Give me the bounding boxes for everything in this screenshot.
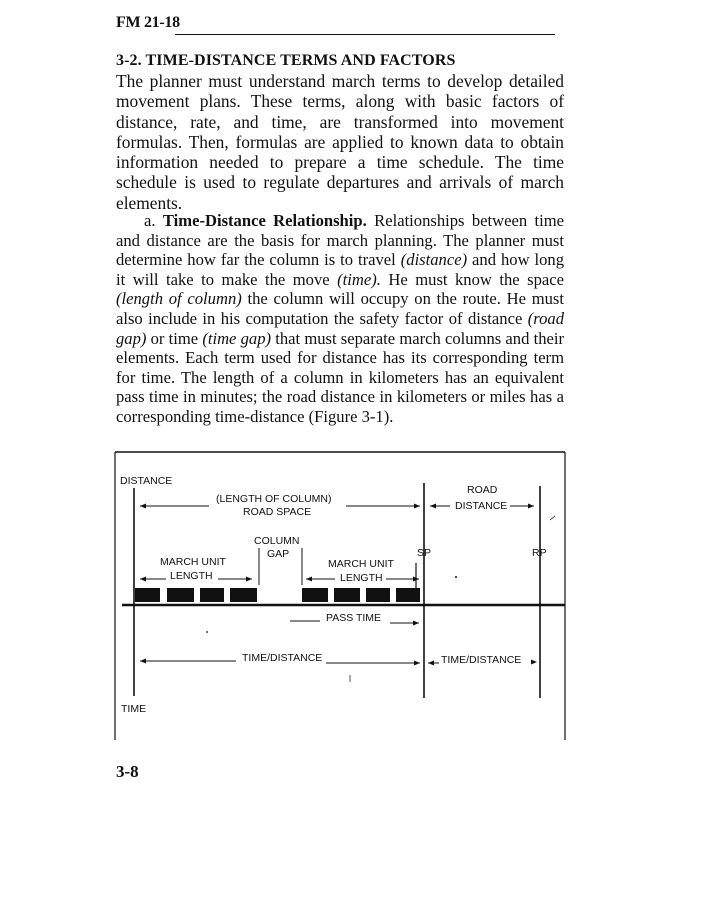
march-unit-length-label: LENGTH [340, 572, 383, 584]
road-distance-label: DISTANCE [455, 500, 508, 512]
header-rule [175, 34, 555, 35]
stray-mark [550, 516, 555, 520]
march-unit-label: MARCH UNIT [328, 558, 394, 570]
vehicle [334, 588, 360, 602]
section-heading: 3-2. TIME-DISTANCE TERMS AND FACTORS [116, 52, 456, 69]
term-road-gap: (road gap) [116, 308, 564, 348]
column-gap-label: GAP [267, 548, 290, 560]
paragraph-intro: The planner must understand march terms to develop detailed movement plans. These terms, along with basic factors of distance, rate, and time, are transformed into movement formulas. Then, formulas are applied to known data to obtain information needed to prepare a time schedule. The time schedule is used to regulate departures and arrivals of march elements. [116, 71, 564, 213]
vehicle [200, 588, 224, 602]
paragraph-text: the column will occupy on the route. He must also include in his computation the safety factor of distance [116, 289, 564, 328]
arrowhead [428, 661, 434, 666]
vehicle [396, 588, 420, 602]
length-of-column-label: (LENGTH OF COLUMN) [216, 493, 332, 505]
paragraph-text: He must know the space [380, 269, 564, 289]
arrowhead [306, 577, 312, 582]
arrowhead [140, 577, 146, 582]
time-distance-figure [114, 450, 569, 745]
arrowhead [246, 577, 252, 582]
page-number: 3-8 [116, 762, 139, 781]
time-distance-label: TIME/DISTANCE [242, 652, 323, 664]
arrowhead [140, 659, 146, 664]
arrowhead [140, 504, 146, 509]
paragraph-time-distance [116, 211, 564, 427]
stray-dot [455, 576, 457, 578]
paragraph-text: or time [146, 328, 203, 348]
sp-label: SP [417, 547, 432, 559]
vehicle [302, 588, 328, 602]
distance-axis-label: DISTANCE [120, 475, 173, 487]
term-time-gap: (time gap) [202, 328, 272, 348]
road-distance-label: ROAD [467, 484, 498, 496]
arrowhead [414, 661, 420, 666]
paragraph-text: that must separate march columns and their elements. Each term used for distance has its corresponding term for time. The length of a column in kilometers has an equivalent pass time in minutes; the road distance in kilometers or miles has a corresponding time-distance (Figure 3-1). [116, 328, 564, 426]
vehicle [366, 588, 390, 602]
pass-time-label: PASS TIME [326, 612, 382, 624]
march-unit-length-label: LENGTH [170, 570, 213, 582]
vehicle [135, 588, 160, 602]
paragraph-title: Time-Distance Relationship. [162, 211, 367, 230]
column-gap-label: COLUMN [254, 535, 300, 547]
time-axis-label: TIME [121, 703, 147, 715]
march-unit-label: MARCH UNIT [160, 556, 226, 568]
vehicle [167, 588, 194, 602]
arrowhead [430, 504, 436, 509]
arrowhead [413, 621, 419, 626]
arrowhead [531, 660, 537, 665]
road-space-label: ROAD SPACE [243, 506, 312, 518]
arrowhead [414, 504, 420, 509]
document-id: FM 21-18 [116, 14, 180, 31]
term-distance: (distance) [400, 250, 468, 270]
paragraph-text: and how long it will take to make the move [116, 250, 564, 289]
rp-label: RP [532, 547, 547, 559]
stray-dot [206, 631, 208, 633]
paragraph-label: a. [144, 211, 156, 230]
time-distance-label: TIME/DISTANCE [441, 654, 522, 666]
vehicle [230, 588, 257, 602]
term-time: (time). [337, 269, 381, 289]
paragraph-text: Relationships between time and distance are the basis for march planning. The planner must determine how far the column is to travel [116, 211, 565, 270]
term-length-of-column: (length of column) [116, 289, 242, 309]
arrowhead [528, 504, 534, 509]
